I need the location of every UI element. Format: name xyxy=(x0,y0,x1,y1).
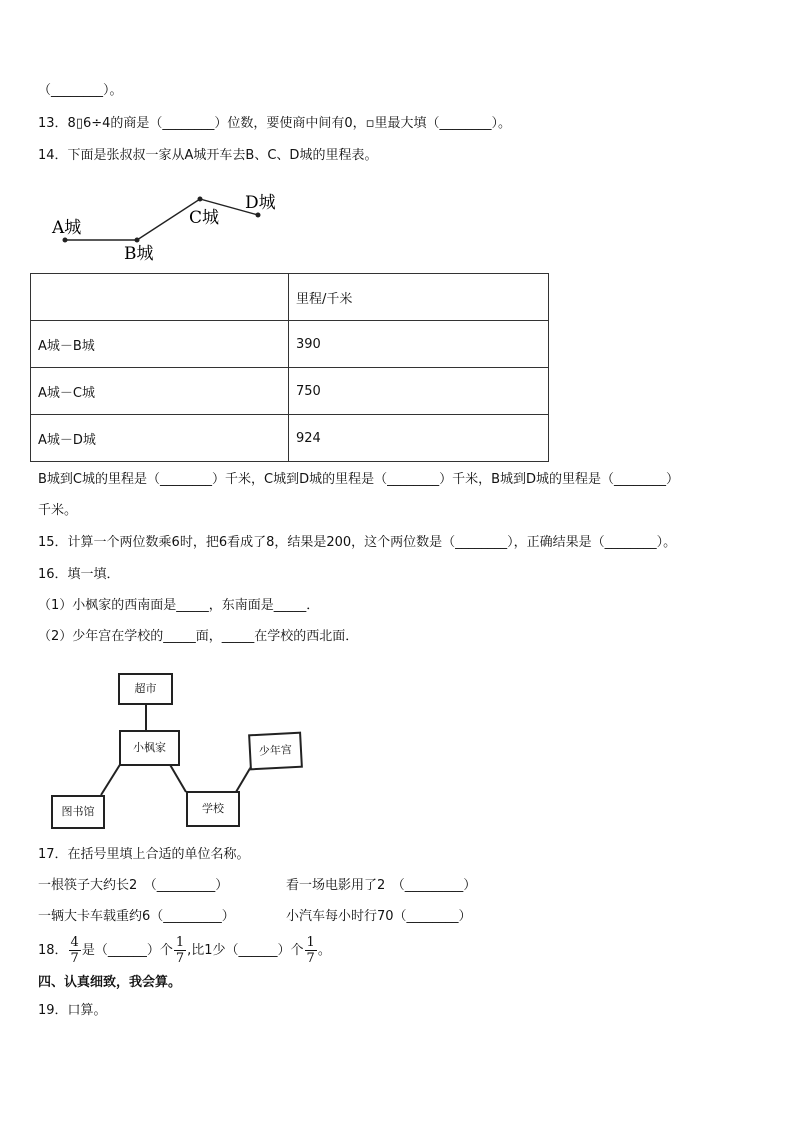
question-17-item-3: 一辆大卡车载重约6（_________） xyxy=(38,909,235,924)
question-17-item-2: 看一场电影用了2 （_________） xyxy=(286,878,477,893)
q18-text-2: ,比1少（______）个 xyxy=(187,943,304,958)
question-16: 16．填一填． xyxy=(38,567,120,582)
question-15: 15．计算一个两位数乘6时，把6看成了8，结果是200，这个两位数是（________），正确结果是（________）。 xyxy=(38,535,677,550)
km-cell: 750 xyxy=(289,368,549,415)
map-youth-palace: 少年宫 xyxy=(248,732,303,771)
map-supermarket: 超市 xyxy=(118,673,173,705)
question-17-item-4: 小汽车每小时行70（________） xyxy=(286,909,472,924)
route-cell: A城－C城 xyxy=(31,368,289,415)
map-school: 学校 xyxy=(186,791,240,827)
map-library: 图书馆 xyxy=(51,795,105,829)
route-cell: A城－B城 xyxy=(31,321,289,368)
question-17-item-1: 一根筷子大约长2 （_________） xyxy=(38,878,229,893)
q18-end: 。 xyxy=(317,943,331,958)
map-home: 小枫家 xyxy=(119,730,180,766)
question-14: 14．下面是张叔叔一家从A城开车去B、C、D城的里程表。 xyxy=(38,148,378,163)
label-b: B城 xyxy=(124,244,154,264)
question-14-unit: 千米。 xyxy=(38,503,78,518)
label-c: C城 xyxy=(189,208,220,228)
q18-text-1: 是（______）个 xyxy=(81,943,173,958)
fraction-1-7-b: $\frac{1}{7}$ xyxy=(306,935,315,966)
label-a: A城 xyxy=(52,218,82,238)
fraction-4-7: $\frac{4}{7}$ xyxy=(70,935,79,966)
route-cell: A城－D城 xyxy=(31,415,289,462)
q18-prefix: 18． xyxy=(38,943,68,958)
answer-fragment: （________）。 xyxy=(38,83,123,98)
km-cell: 924 xyxy=(289,415,549,462)
question-14-blanks: B城到C城的里程是（________）千米，C城到D城的里程是（________）千米，B城到D城的里程是（________） xyxy=(38,472,680,487)
question-13: 13．8▯6÷4的商是（________）位数，要使商中间有0，▫里最大填（________）。 xyxy=(38,116,511,131)
question-18 xyxy=(38,934,331,968)
label-d: D城 xyxy=(245,193,276,213)
table-header-cell: 里程/千米 xyxy=(289,274,549,321)
km-cell: 390 xyxy=(289,321,549,368)
question-16-part-1: （1）小枫家的西南面是_____，东南面是_____． xyxy=(38,598,320,613)
section-4-heading: 四、认真细致，我会算。 xyxy=(38,975,182,990)
question-16-part-2: （2）少年宫在学校的_____面，_____在学校的西北面． xyxy=(38,629,359,644)
question-19: 19．口算。 xyxy=(38,1003,107,1018)
question-17: 17．在括号里填上合适的单位名称。 xyxy=(38,847,250,862)
fraction-1-7: $\frac{1}{7}$ xyxy=(175,935,185,966)
